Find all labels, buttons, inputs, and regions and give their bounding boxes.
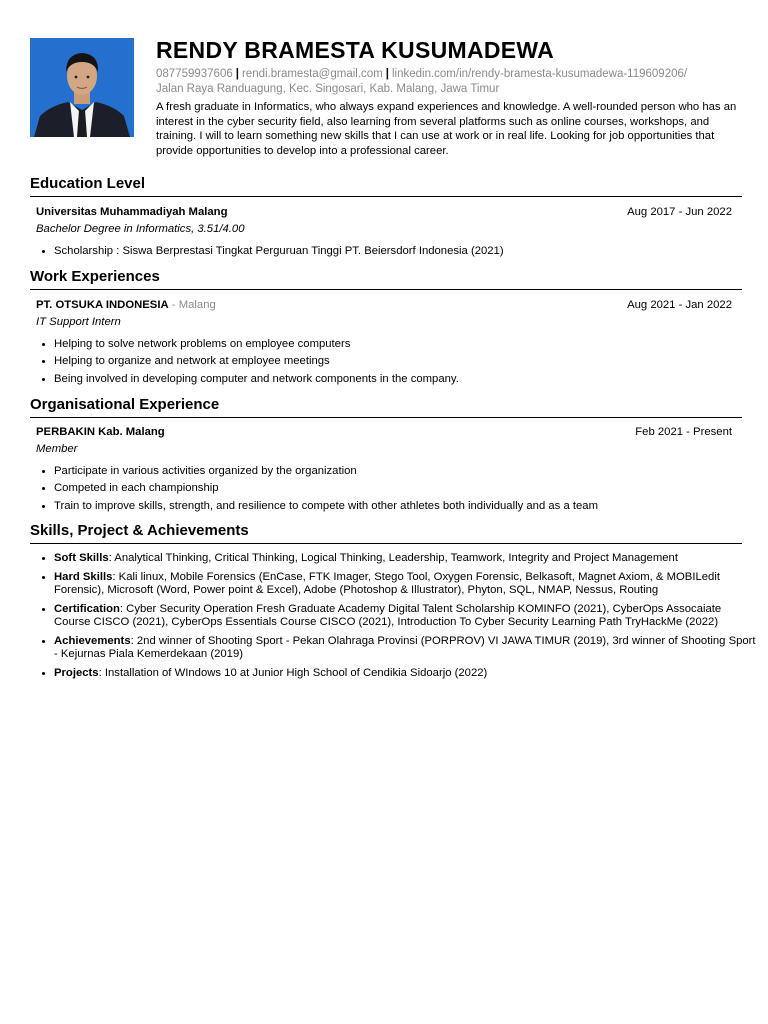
organisation-date: Feb 2021 - Present	[635, 426, 732, 438]
profile-photo-illustration	[30, 38, 134, 137]
education-institution: Universitas Muhammadiyah Malang	[36, 206, 228, 218]
education-bullets	[36, 244, 760, 261]
education-date: Aug 2017 - Jun 2022	[627, 206, 732, 218]
address: Jalan Raya Randuagung, Kec. Singosari, Kab. Malang, Jawa Timur	[156, 83, 500, 95]
list-item: • Competed in each championship	[54, 481, 760, 495]
work-date: Aug 2021 - Jan 2022	[627, 299, 732, 311]
skill-label: Certification	[54, 603, 120, 615]
section-title-skills: Skills, Project & Achievements	[30, 522, 742, 544]
skill-item-certification	[54, 603, 760, 629]
work-location: Malang	[178, 299, 216, 311]
skill-label: Projects	[54, 667, 99, 679]
organisation-name: PERBAKIN Kab. Malang	[36, 426, 165, 438]
organisation-role: Member	[36, 443, 78, 455]
skill-item-soft	[54, 552, 760, 565]
skill-text: : Analytical Thinking, Critical Thinking, Logical Thinking, Leadership, Teamwork, Integrity and Project Management	[108, 552, 678, 564]
resume-header	[156, 36, 742, 158]
education-degree: Bachelor Degree in Informatics, 3.51/4.00	[36, 223, 245, 235]
email-link[interactable]: rendi.bramesta@gmail.com	[241, 68, 383, 80]
list-item: • Being involved in developing computer and network components in the company.	[54, 372, 760, 386]
separator: |	[385, 68, 389, 80]
work-company: PT. OTSUKA INDONESIA	[36, 299, 169, 311]
list-item: • Scholarship : Siswa Berprestasi Tingkat Perguruan Tinggi PT. Beiersdorf Indonesia (2021)	[54, 244, 760, 258]
skill-label: Achievements	[54, 635, 131, 647]
section-title-work: Work Experiences	[30, 268, 742, 290]
work-entry-header	[36, 298, 732, 312]
skill-item-projects	[54, 667, 760, 680]
skill-text: : Installation of WIndows 10 at Junior High School of Cendikia Sidoarjo (2022)	[98, 667, 488, 679]
profile-photo	[30, 38, 134, 137]
work-role: IT Support Intern	[36, 316, 121, 328]
work-bullets	[36, 337, 760, 389]
skills-list	[36, 552, 760, 686]
organisation-bullets	[36, 464, 760, 516]
list-item: • Helping to solve network problems on employee computers	[54, 337, 760, 351]
work-location-separator: -	[171, 299, 179, 311]
list-item: • Train to improve skills, strength, and resilience to compete with other athletes both individually and as a team	[54, 499, 760, 513]
skill-text: : Cyber Security Operation Fresh Graduate Academy Digital Talent Scholarship KOMINFO (2021), CyberOps Assocaiate Course CISCO (2021), CyberOps Essentials Course CISCO (2021), Introduction To Cyber Security Learning Path TryHackMe (2022)	[54, 603, 722, 628]
linkedin-link[interactable]: linkedin.com/in/rendy-bramesta-kusumadewa-119609206/	[391, 68, 688, 80]
section-title-education: Education Level	[30, 175, 742, 197]
skill-label: Soft Skills	[54, 552, 109, 564]
list-item: • Helping to organize and network at employee meetings	[54, 354, 760, 368]
professional-summary: A fresh graduate in Informatics, who always expand experiences and knowledge. A well-rounded person who has an interest in the cyber security field, also learning from several platforms such as online courses, workshops, and training. I will to learn something new skills that I can use at work or in real life. Looking for job opportunities that provide opportunities to develop into a professional career.	[156, 101, 737, 157]
phone-number: 087759937606	[156, 68, 233, 80]
section-title-organisation: Organisational Experience	[30, 396, 742, 418]
education-entry-header	[36, 205, 732, 219]
separator: |	[235, 68, 239, 80]
skill-label: Hard Skills	[54, 571, 113, 583]
organisation-entry-header	[36, 425, 732, 439]
list-item: • Participate in various activities organized by the organization	[54, 464, 760, 478]
skill-item-hard	[54, 571, 760, 597]
skill-text: : Kali linux, Mobile Forensics (EnCase, FTK Imager, Stego Tool, Oxygen Forensic, Belkasoft, Magnet Axiom, & MOBILedit Forensic), Microsoft (Word, Power point & Excel), Adobe (Photoshop & Illustrator), Phyton, SQL, NMAP, Nessus, Routing	[54, 571, 720, 596]
skill-item-achievements	[54, 635, 760, 661]
contact-line	[156, 67, 742, 81]
skill-text: : 2nd winner of Shooting Sport - Pekan Olahraga Provinsi (PORPROV) VI JAWA TIMUR (2019), 3rd winner of Shooting Sport - Kejurnas Piala Kemerdekaan (2019)	[54, 635, 756, 660]
candidate-name: RENDY BRAMESTA KUSUMADEWA	[156, 37, 555, 63]
